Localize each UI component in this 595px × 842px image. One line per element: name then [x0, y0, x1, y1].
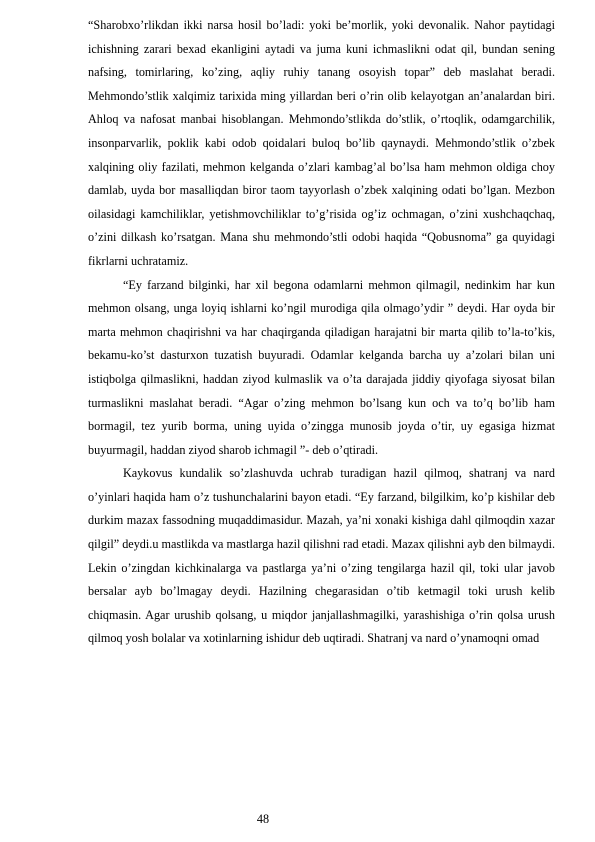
- page-number: 48: [256, 812, 270, 826]
- paragraph-2: “Ey farzand bilginki, har xil begona odamlarni mehmon qilmagil, nedinkim har kun mehmon olsang, unga loyiq ishlarni ko’ngil murodiga qila olmago’ydir ” deydi. Har oyda bir marta mehmon chaqirishni va har chaqirganda qiladigan harajatni bir marta qilib to’la-to’kis, bekamu-ko’st dasturxon tuzatish buyuradi. Odamlar kelganda barcha uy a’zolari bilan uni istiqbolga qilmaslikni, haddan ziyod kulmaslik va o’ta darajada jiddiy qiyofaga siyosat bilan turmaslikni maslahat beradi. “Agar o’zing mehmon bo’lsang kun och va to’q bo’lib ham bormagil, tez yurib borma, uning uyida o’zingga munosib joyda o’tir, uy egasiga hizmat buyurmagil, haddan ziyod sharob ichmagil ”- deb o’qtiradi.: [88, 277, 555, 457]
- paragraph-1: “Sharobxo’rlikdan ikki narsa hosil bo’ladi: yoki be’morlik, yoki devonalik. Nahor paytidagi ichishning zarari bexad ekanligini aytadi va juma kuni ichmaslikni odat qil, bundan sening nafsing, tomirlaring, ko’zing, aqliy ruhiy tanang osoyish topar” deb maslahat beradi. Mehmondo’stlik xalqimiz tarixida ming yillardan beri o’rin olib kelayotgan an’analardan biri. Ahloq va nafosat manbai hisoblangan. Mehmondo’stlikda do’stlik, o’rtoqlik, odamgarchilik, insonparvarlik, poklik kabi odob qoidalari buloq bo’lib qaynaydi. Mehmondo’stlik o’zbek xalqining oliy fazilati, mehmon kelganda o’zlari kambag’al bo’lsa ham mehmon oldiga choy damlab, uyda bor masalliqdan biror taom tayyorlash o’zbek xalqining odati bo’lgan. Mezbon oilasidagi kamchiliklar, yetishmovchiliklar to’g’risida og’iz ochmagan, o’zini xushchaqchaq, o’zini dilkash ko’rsatgan. Mana shu mehmondo’stli odobi haqida “Qobusnoma” ga quyidagi fikrlarni uchratamiz.: [88, 18, 555, 268]
- paragraph-3: Kaykovus kundalik so’zlashuvda uchrab turadigan hazil qilmoq, shatranj va nard o’yinlari haqida ham o’z tushunchalarini bayon etadi. “Ey farzand, bilgilkim, ko’p kishilar deb durkim mazax fassodning muqaddimasidur. Mazah, ya’ni xonaki kishiga dahl qilmoqdin xazar qilgil” deydi.u mastlikda va mastlarga hazil qilishni rad etadi. Mazax qilishni ayb den bilmaydi. Lekin o’zingdan kichkinalarga va pastlarga ya’ni o’zing tengilarga hazil qil, toki ular javob bersalar ayb bo’lmagay deydi. Hazilning chegarasidan o’tib ketmagil toki urush kelib chiqmasin. Agar urushib qolsang, u miqdor janjallashmagilki, yarashishiga o’rin qolsa urush qilmoq yosh bolalar va xotinlarning ishidur deb uqtiradi. Shatranj va nard o’ynamoqni omad: [88, 466, 555, 646]
- document-page: [88, 14, 555, 651]
